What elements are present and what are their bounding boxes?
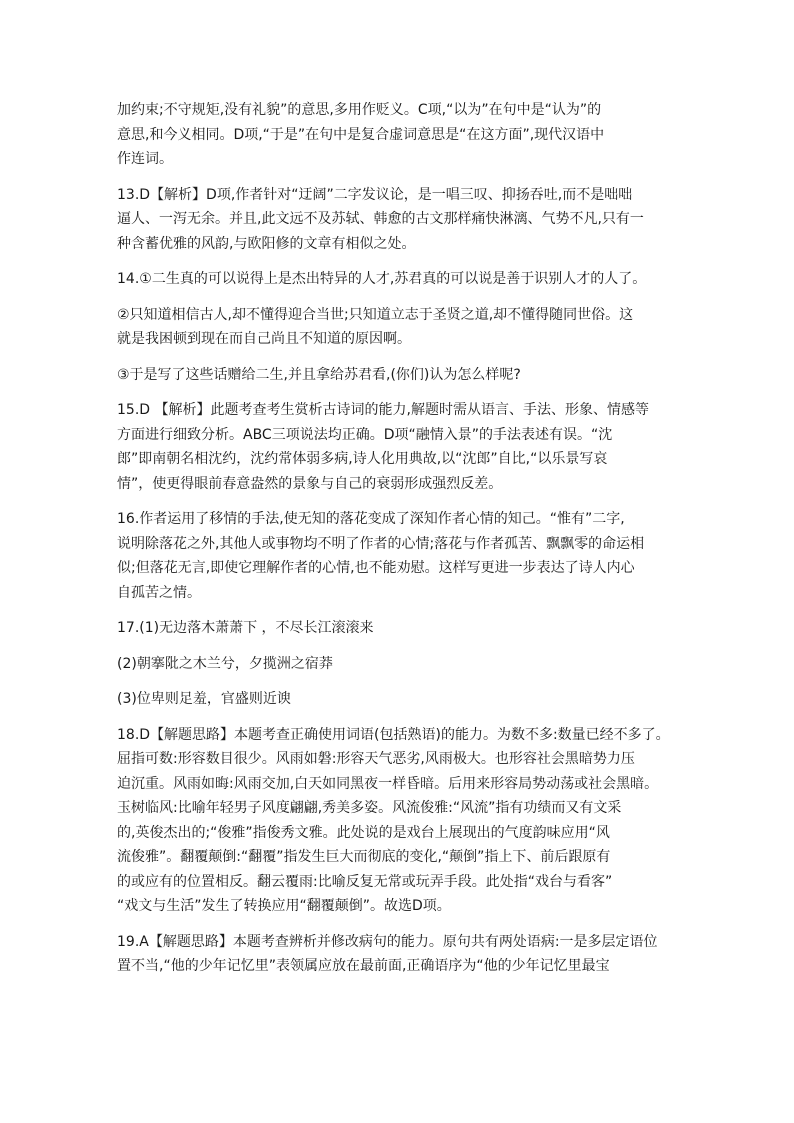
text-line: 18.D【解题思路】本题考查正确使用词语(包括熟语)的能力。为数不多:数量已经不多了。 xyxy=(117,726,670,743)
answer-paragraph xyxy=(117,652,679,677)
text-line: 自孤苦之情。 xyxy=(117,584,201,601)
text-line: 迫沉重。风雨如晦:风雨交加,白天如同黑夜一样昏暗。后用来形容局势动荡或社会黑暗。 xyxy=(117,775,659,792)
text-line: 方面进行细致分析。ABC三项说法均正确。D项“融情入景”的手法表述有误。“沈 xyxy=(117,426,613,443)
answer-paragraph xyxy=(117,398,679,496)
text-line: 加约束;不守规矩,没有礼貌”的意思,多用作贬义。C项,“以为”在句中是“认为”的 xyxy=(117,102,602,118)
text-line: 17.(1)无边落木萧萧下 ，不尽长江滚滚来 xyxy=(117,620,374,636)
answer-paragraph xyxy=(117,616,679,641)
text-line: 似;但落花无言,即使它理解作者的心情,也不能劝慰。这样写更进一步表达了诗人内心 xyxy=(117,560,635,576)
text-line: “戏文与生活”发生了转换应用“翻覆颠倒”。故选D项。 xyxy=(117,898,451,914)
text-line: 的,英俊杰出的;“俊雅”指俊秀文雅。此处说的是戏台上展现出的气度韵味应用“风 xyxy=(117,824,610,841)
text-line: 的或应有的位置相反。翻云覆雨:比喻反复无常或玩弄手段。此处指“戏台与看客” xyxy=(117,873,613,890)
text-line: 郎”即南朝名相沈约，沈约常体弱多病,诗人化用典故,以“沈郎”自比,“以乐景写哀 xyxy=(117,451,608,467)
answer-paragraph xyxy=(117,183,679,257)
text-line: 玉树临风:比喻年轻男子风度翩翩,秀美多姿。风流俊雅:“风流”指有功绩而又有文采 xyxy=(117,800,622,816)
text-line: ②只知道相信古人,却不懂得迎合当世;只知道立志于圣贤之道,却不懂得随同世俗。这 xyxy=(117,306,634,323)
text-line: 意思,和今义相同。D项,“于是”在句中是复合虚词意思是“在这方面”,现代汉语中 xyxy=(117,126,605,143)
text-line: 作连词。 xyxy=(117,151,173,167)
text-line: (2)朝搴阰之木兰兮，夕揽洲之宿莽 xyxy=(117,655,333,672)
text-line: 19.A【解题思路】本题考查辨析并修改病句的能力。原句共有两处语病:一是多层定语位 xyxy=(117,933,658,950)
text-line: 种含蓄优雅的风韵,与欧阳修的文章有相似之处。 xyxy=(117,235,416,252)
text-line: 就是我困顿到现在而自己尚且不知道的原因啊。 xyxy=(117,331,411,347)
text-line: 屈指可数:形容数目很少。风雨如磐:形容天气恶劣,风雨极大。也形容社会黑暗势力压 xyxy=(117,751,635,767)
text-line: 14.①二生真的可以说得上是杰出特异的人才,苏君真的可以说是善于识别人才的人了。 xyxy=(117,271,647,287)
text-line: (3)位卑则足羞，官盛则近谀 xyxy=(117,691,291,707)
answer-paragraph xyxy=(117,507,679,605)
answer-paragraph xyxy=(117,363,679,388)
text-line: 情”，使更得眼前春意盎然的景象与自己的衰弱形成强烈反差。 xyxy=(117,475,503,492)
answer-paragraph xyxy=(117,687,679,712)
text-line: 13.D【解析】D项,作者针对“迂阔”二字发议论，是一唱三叹、抑扬吞吐,而不是咄咄 xyxy=(117,186,633,203)
document-page xyxy=(117,98,679,990)
answer-paragraph xyxy=(117,930,679,979)
text-line: 流俊雅”。翻覆颠倒:“翻覆”指发生巨大而彻底的变化,“颠倒”指上下、前后跟原有 xyxy=(117,849,611,865)
text-line: 16.作者运用了移情的手法,使无知的落花变成了深知作者心情的知己。“惟有”二字, xyxy=(117,511,625,527)
text-line: 15.D 【解析】此题考查考生赏析古诗词的能力,解题时需从语言、手法、形象、情感等 xyxy=(117,402,649,418)
text-line: ③于是写了这些话赠给二生,并且拿给苏君看,(你们)认为怎么样呢? xyxy=(117,366,521,383)
answer-paragraph xyxy=(117,303,679,352)
text-line: 置不当,“他的少年记忆里”表领属应放在最前面,正确语序为“他的少年记忆里最宝 xyxy=(117,958,610,974)
answer-paragraph xyxy=(117,723,679,919)
text-line: 逼人、一泻无余。并且,此文远不及苏轼、韩愈的古文那样痛快淋漓、气势不凡,只有一 xyxy=(117,211,644,227)
answer-paragraph xyxy=(117,98,679,172)
text-line: 说明除落花之外,其他人或事物均不明了作者的心情;落花与作者孤苦、飘飘零的命运相 xyxy=(117,535,645,552)
answer-paragraph xyxy=(117,267,679,292)
